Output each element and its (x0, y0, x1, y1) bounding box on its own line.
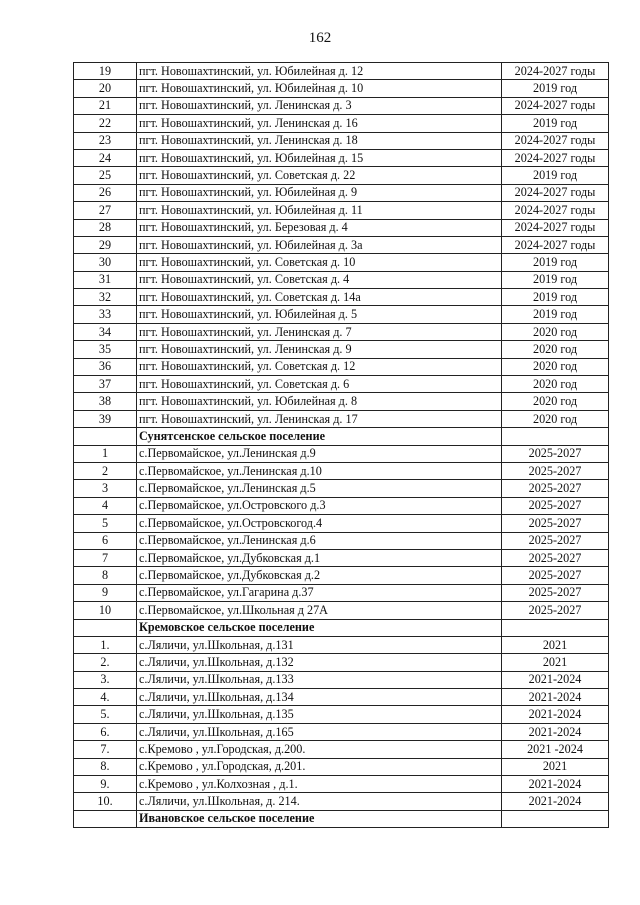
table-row (74, 358, 609, 375)
table-row (74, 184, 609, 201)
row-number-cell: 2. (74, 654, 137, 671)
period-cell: 2020 год (502, 393, 609, 410)
period-cell (502, 619, 609, 636)
address-cell: с.Первомайское, ул.Гагарина д.37 (137, 584, 502, 601)
address-cell: пгт. Новошахтинский, ул. Советская д. 6 (137, 376, 502, 393)
period-cell: 2019 год (502, 289, 609, 306)
row-number-cell: 22 (74, 115, 137, 132)
period-cell: 2021-2024 (502, 776, 609, 793)
row-number-cell: 5. (74, 706, 137, 723)
section-header-row (74, 619, 609, 636)
period-cell: 2021-2024 (502, 723, 609, 740)
period-cell: 2021 -2024 (502, 741, 609, 758)
row-number-cell: 6. (74, 723, 137, 740)
address-cell: с.Ляличи, ул.Школьная, д.132 (137, 654, 502, 671)
address-cell: с.Кремово , ул.Колхозная , д.1. (137, 776, 502, 793)
period-cell: 2021 (502, 654, 609, 671)
table-row (74, 689, 609, 706)
period-cell: 2019 год (502, 254, 609, 271)
period-cell: 2025-2027 (502, 567, 609, 584)
row-number-cell: 2 (74, 462, 137, 479)
table-row (74, 219, 609, 236)
row-number-cell: 32 (74, 289, 137, 306)
table-row (74, 393, 609, 410)
table-row (74, 271, 609, 288)
row-number-cell: 28 (74, 219, 137, 236)
table-row (74, 654, 609, 671)
address-cell: пгт. Новошахтинский, ул. Юбилейная д. 3а (137, 236, 502, 253)
address-cell: пгт. Новошахтинский, ул. Юбилейная д. 9 (137, 184, 502, 201)
period-cell: 2020 год (502, 341, 609, 358)
row-number-cell: 26 (74, 184, 137, 201)
table-row (74, 602, 609, 619)
period-cell: 2024-2027 годы (502, 219, 609, 236)
address-cell: с.Первомайское, ул.Ленинская д.10 (137, 462, 502, 479)
table-row (74, 410, 609, 427)
period-cell: 2025-2027 (502, 532, 609, 549)
address-cell: с.Первомайское, ул.Ленинская д.6 (137, 532, 502, 549)
address-cell: пгт. Новошахтинский, ул. Советская д. 12 (137, 358, 502, 375)
period-cell: 2020 год (502, 323, 609, 340)
row-number-cell: 20 (74, 80, 137, 97)
period-cell: 2021-2024 (502, 671, 609, 688)
table-row (74, 497, 609, 514)
address-cell: пгт. Новошахтинский, ул. Юбилейная д. 11 (137, 202, 502, 219)
table-row (74, 80, 609, 97)
table-row (74, 462, 609, 479)
section-header-row (74, 810, 609, 827)
table-row (74, 723, 609, 740)
row-number-cell: 31 (74, 271, 137, 288)
address-cell: с.Первомайское, ул.Школьная д 27А (137, 602, 502, 619)
address-cell: с.Первомайское, ул.Островскогод.4 (137, 515, 502, 532)
table-row (74, 532, 609, 549)
period-cell: 2019 год (502, 271, 609, 288)
address-cell: пгт. Новошахтинский, ул. Юбилейная д. 10 (137, 80, 502, 97)
table-body (74, 63, 609, 828)
row-number-cell: 10 (74, 602, 137, 619)
table-row (74, 636, 609, 653)
table-row (74, 132, 609, 149)
table-row (74, 758, 609, 775)
section-header-row (74, 428, 609, 445)
row-number-cell: 7 (74, 549, 137, 566)
address-cell: с.Первомайское, ул.Дубковская д.2 (137, 567, 502, 584)
row-number-cell: 38 (74, 393, 137, 410)
row-number-cell: 8. (74, 758, 137, 775)
row-number-cell: 6 (74, 532, 137, 549)
period-cell: 2021-2024 (502, 706, 609, 723)
address-cell: с.Кремово , ул.Городская, д.200. (137, 741, 502, 758)
period-cell: 2024-2027 годы (502, 236, 609, 253)
address-cell: с.Первомайское, ул.Ленинская д.9 (137, 445, 502, 462)
row-number-cell: 3. (74, 671, 137, 688)
table-row (74, 254, 609, 271)
row-number-cell: 33 (74, 306, 137, 323)
row-number-cell: 37 (74, 376, 137, 393)
table-row (74, 202, 609, 219)
address-cell: с.Кремово , ул.Городская, д.201. (137, 758, 502, 775)
row-number-cell: 21 (74, 97, 137, 114)
period-cell (502, 428, 609, 445)
row-number-cell (74, 619, 137, 636)
table-row (74, 671, 609, 688)
address-cell: пгт. Новошахтинский, ул. Советская д. 22 (137, 167, 502, 184)
table-row (74, 289, 609, 306)
row-number-cell: 4 (74, 497, 137, 514)
section-title-cell: Сунятсенское сельское поселение (137, 428, 502, 445)
address-cell: с.Ляличи, ул.Школьная, д.133 (137, 671, 502, 688)
period-cell: 2025-2027 (502, 497, 609, 514)
period-cell: 2025-2027 (502, 445, 609, 462)
period-cell: 2025-2027 (502, 549, 609, 566)
page-number: 162 (308, 30, 332, 46)
period-cell: 2019 год (502, 80, 609, 97)
table-row (74, 793, 609, 810)
address-cell: с.Первомайское, ул.Дубковская д.1 (137, 549, 502, 566)
period-cell: 2024-2027 годы (502, 149, 609, 166)
period-cell: 2020 год (502, 376, 609, 393)
period-cell: 2025-2027 (502, 602, 609, 619)
row-number-cell: 4. (74, 689, 137, 706)
address-cell: пгт. Новошахтинский, ул. Березовая д. 4 (137, 219, 502, 236)
section-title-cell: Ивановское сельское поселение (137, 810, 502, 827)
period-cell: 2024-2027 годы (502, 132, 609, 149)
period-cell: 2024-2027 годы (502, 202, 609, 219)
table-row (74, 584, 609, 601)
period-cell: 2024-2027 годы (502, 184, 609, 201)
period-cell: 2025-2027 (502, 462, 609, 479)
address-cell: с.Ляличи, ул.Школьная, д. 214. (137, 793, 502, 810)
row-number-cell: 30 (74, 254, 137, 271)
address-cell: пгт. Новошахтинский, ул. Советская д. 4 (137, 271, 502, 288)
row-number-cell: 27 (74, 202, 137, 219)
row-number-cell: 8 (74, 567, 137, 584)
address-cell: с.Ляличи, ул.Школьная, д.131 (137, 636, 502, 653)
period-cell: 2019 год (502, 115, 609, 132)
address-cell: пгт. Новошахтинский, ул. Юбилейная д. 15 (137, 149, 502, 166)
table-row (74, 341, 609, 358)
table-row (74, 323, 609, 340)
row-number-cell: 34 (74, 323, 137, 340)
table-row (74, 167, 609, 184)
table-row (74, 306, 609, 323)
row-number-cell: 29 (74, 236, 137, 253)
row-number-cell: 5 (74, 515, 137, 532)
row-number-cell: 23 (74, 132, 137, 149)
address-cell: пгт. Новошахтинский, ул. Ленинская д. 3 (137, 97, 502, 114)
table-row (74, 741, 609, 758)
period-cell: 2024-2027 годы (502, 97, 609, 114)
period-cell: 2021-2024 (502, 689, 609, 706)
period-cell: 2019 год (502, 167, 609, 184)
row-number-cell: 25 (74, 167, 137, 184)
row-number-cell: 36 (74, 358, 137, 375)
row-number-cell: 19 (74, 63, 137, 80)
table-row (74, 480, 609, 497)
table-row (74, 376, 609, 393)
row-number-cell (74, 428, 137, 445)
table-row (74, 97, 609, 114)
period-cell: 2020 год (502, 358, 609, 375)
row-number-cell: 39 (74, 410, 137, 427)
row-number-cell: 35 (74, 341, 137, 358)
address-cell: пгт. Новошахтинский, ул. Ленинская д. 9 (137, 341, 502, 358)
address-cell: пгт. Новошахтинский, ул. Советская д. 10 (137, 254, 502, 271)
table-row (74, 149, 609, 166)
table-row (74, 445, 609, 462)
address-cell: с.Ляличи, ул.Школьная, д.165 (137, 723, 502, 740)
row-number-cell: 10. (74, 793, 137, 810)
row-number-cell: 1 (74, 445, 137, 462)
period-cell: 2025-2027 (502, 584, 609, 601)
address-cell: пгт. Новошахтинский, ул. Юбилейная д. 5 (137, 306, 502, 323)
address-cell: пгт. Новошахтинский, ул. Советская д. 14а (137, 289, 502, 306)
address-cell: с.Ляличи, ул.Школьная, д.134 (137, 689, 502, 706)
address-cell: пгт. Новошахтинский, ул. Ленинская д. 16 (137, 115, 502, 132)
table-row (74, 706, 609, 723)
address-cell: пгт. Новошахтинский, ул. Юбилейная д. 8 (137, 393, 502, 410)
table-row (74, 63, 609, 80)
section-title-cell: Кремовское сельское поселение (137, 619, 502, 636)
address-cell: с.Первомайское, ул.Ленинская д.5 (137, 480, 502, 497)
row-number-cell: 7. (74, 741, 137, 758)
table-row (74, 776, 609, 793)
row-number-cell: 9. (74, 776, 137, 793)
table-row (74, 515, 609, 532)
address-cell: пгт. Новошахтинский, ул. Юбилейная д. 12 (137, 63, 502, 80)
table-row (74, 115, 609, 132)
period-cell: 2019 год (502, 306, 609, 323)
period-cell: 2021-2024 (502, 793, 609, 810)
period-cell: 2021 (502, 636, 609, 653)
address-cell: пгт. Новошахтинский, ул. Ленинская д. 7 (137, 323, 502, 340)
table-row (74, 236, 609, 253)
period-cell: 2024-2027 годы (502, 63, 609, 80)
period-cell: 2021 (502, 758, 609, 775)
row-number-cell: 9 (74, 584, 137, 601)
repair-schedule-table (73, 62, 609, 828)
period-cell (502, 810, 609, 827)
address-cell: пгт. Новошахтинский, ул. Ленинская д. 18 (137, 132, 502, 149)
address-cell: пгт. Новошахтинский, ул. Ленинская д. 17 (137, 410, 502, 427)
row-number-cell: 3 (74, 480, 137, 497)
period-cell: 2025-2027 (502, 515, 609, 532)
table-row (74, 549, 609, 566)
row-number-cell: 24 (74, 149, 137, 166)
period-cell: 2020 год (502, 410, 609, 427)
address-cell: с.Ляличи, ул.Школьная, д.135 (137, 706, 502, 723)
table-row (74, 567, 609, 584)
period-cell: 2025-2027 (502, 480, 609, 497)
address-cell: с.Первомайское, ул.Островского д.3 (137, 497, 502, 514)
row-number-cell (74, 810, 137, 827)
row-number-cell: 1. (74, 636, 137, 653)
